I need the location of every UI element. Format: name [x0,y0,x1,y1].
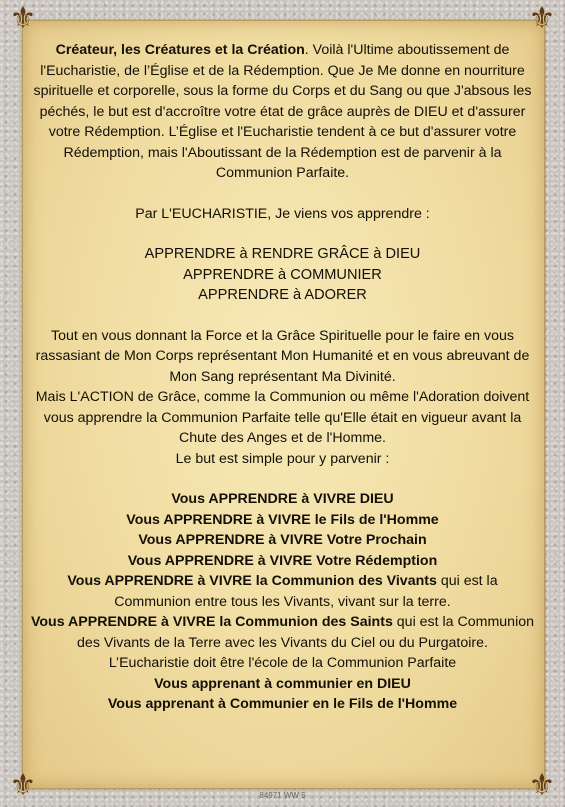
footer-code: 84971 WW 5 [259,791,306,800]
vivre-bold: Vous APPRENDRE à VIVRE la Communion des Vivants [67,573,437,589]
grace-paragraph: Tout en vous donnant la Force et la Grâce Spirituelle pour le faire en vous rassasiant de Mon Corps représentant Mon Humanité et en vous abreuvant de Mon Sang représentant Ma Divinité. [35,327,530,385]
vivre-line: Vous APPRENDRE à VIVRE le Fils de l'Homme [126,511,439,528]
vivre-line: Vous APPRENDRE à VIVRE Votre Rédemption [127,552,438,569]
vivre-line: Vous APPRENDRE à VIVRE Votre Prochain [138,532,427,548]
vivre-line [30,612,535,653]
vivre-rest: qui est la Communion des Vivants de la Terre avec les Vivants du Ciel ou du Purgatoire. [77,614,534,651]
closing-line: L’Eucharistie doit être l'école de la Communion Parfaite [108,655,457,671]
intro-rest: . Voilà l'Ultime aboutissement de l'Eucharistie, de l’Église et de la Rédemption. Que Je Me donne en nourriture spirituelle et corporelle, sous la forme du Corps et du Sang ou que J'absous les péchés, le but est d'accroître votre état de grâce auprès de DIEU et d'assurer votre Rédemption. L’Église et l'Eucharistie tendent à ce but d'assurer votre Rédemption, mais l'Aboutissant de la Rédemption est de parvenir à la Communion Parfaite. [33,42,532,181]
vivre-line: Vous APPRENDRE à VIVRE DIEU [171,491,394,507]
fleur-de-lis-icon: ⚜ [528,1,556,36]
closing-line: Vous apprenant à Communier en le Fils de l'Homme [107,696,458,712]
vivre-bold: Vous APPRENDRE à VIVRE la Communion des Saints [30,614,393,630]
fleur-de-lis-icon: ⚜ [9,1,37,36]
apprendre-line: APPRENDRE à ADORER [198,287,367,303]
intro-bold-lead: Créateur, les Créatures et la Création [55,42,305,58]
eucharistie-line: Par L'EUCHARISTIE, Je viens vos apprendre : [135,205,430,222]
vivre-line [30,571,535,612]
fleur-de-lis-icon: ⚜ [528,768,556,803]
intro-paragraph [30,40,535,184]
apprendre-line: APPRENDRE à COMMUNIER [183,266,382,283]
apprendre-line: APPRENDRE à RENDRE GRÂCE à DIEU [144,246,421,262]
message-text [30,40,535,715]
but-line: Le but est simple pour y parvenir : [175,450,390,467]
vivre-rest: qui est la Communion entre tous les Vivants, vivant sur la terre. [114,573,498,610]
action-paragraph: Mais L'ACTION de Grâce, comme la Communion ou même l'Adoration doivent vous apprendre la Communion Parfaite telle qu'Elle était en vigueur avant la Chute des Anges et de l'Homme. [35,389,530,446]
closing-line: Vous apprenant à communier en DIEU [154,675,411,692]
fleur-de-lis-icon: ⚜ [9,768,37,803]
